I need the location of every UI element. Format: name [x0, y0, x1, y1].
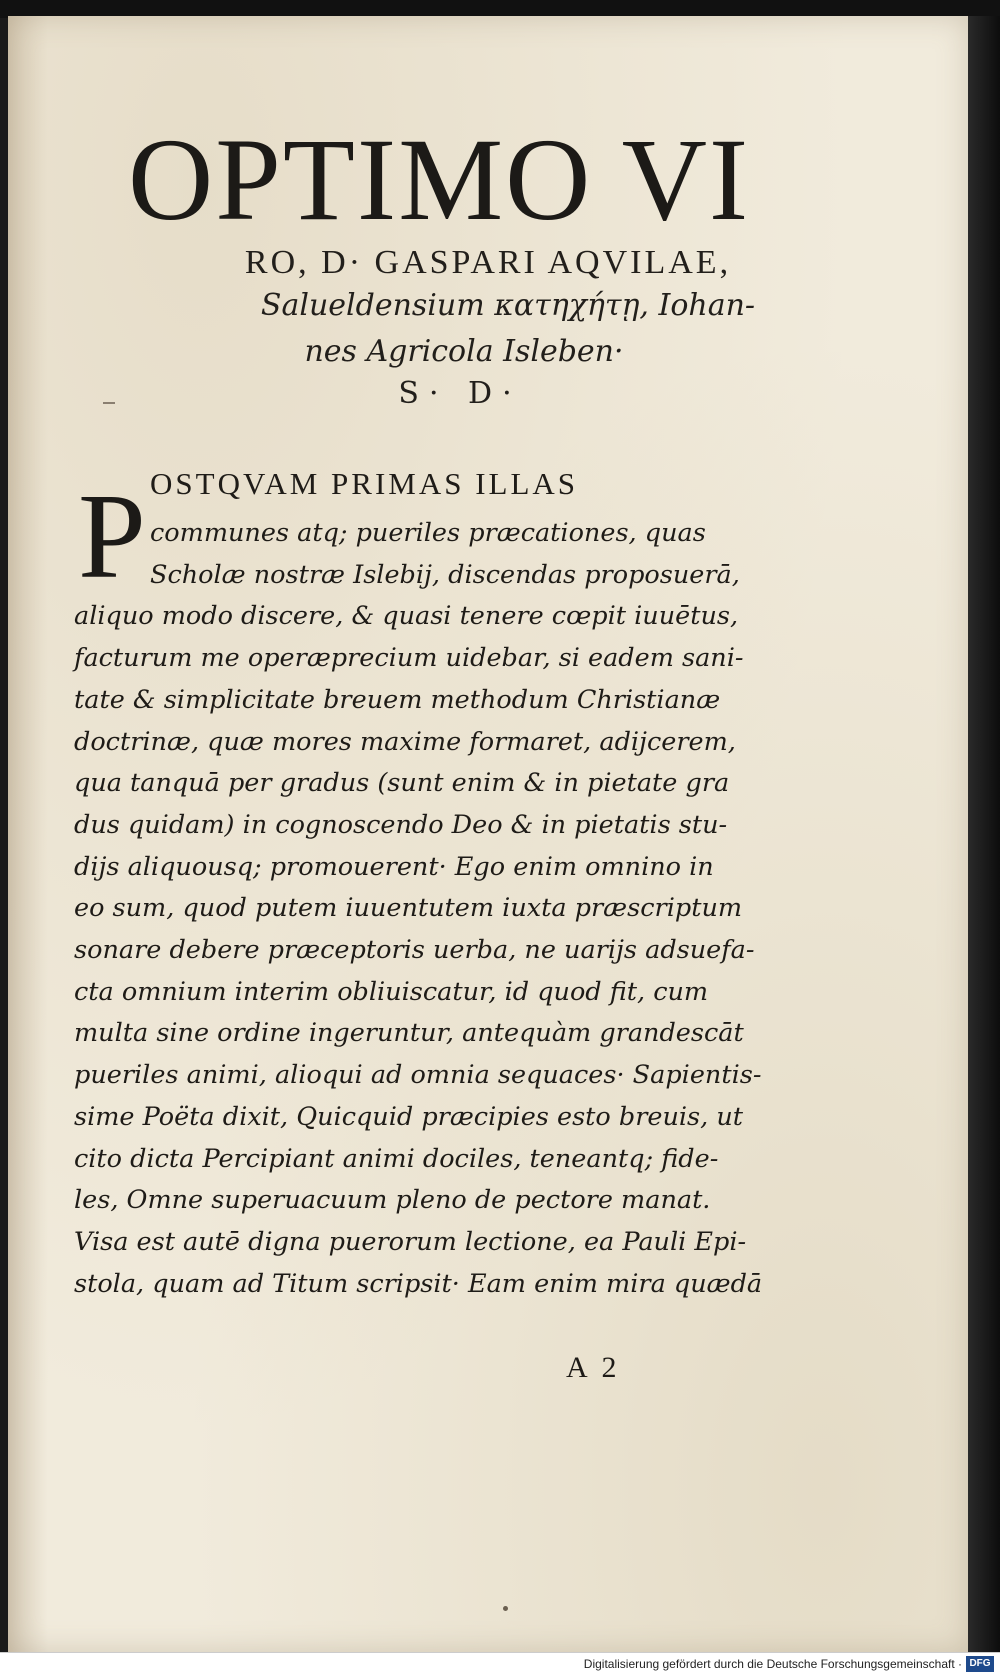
body-line: stola, quam ad Titum scripsit· Eam enim mira quædā [74, 1268, 763, 1299]
body-line: cta omnium interim obliuiscatur, id quod fit, cum [74, 976, 709, 1007]
dfg-logo: DFG [966, 1656, 994, 1672]
body-line: Scholæ nostræ Islebij, discendas proposuerā, [150, 559, 740, 590]
body-line: sime Poëta dixit, Quicquid præcipies esto breuis, ut [74, 1101, 744, 1132]
body-line: dijs aliquousq; promouerent· Ego enim omnino in [74, 851, 714, 882]
body-line: aliquo modo discere, & quasi tenere cœpit iuuētus, [74, 601, 739, 632]
body-line: multa sine ordine ingeruntur, antequàm grandescāt [74, 1018, 744, 1049]
first-line-caps: OSTQVAM PRIMAS ILLAS [150, 466, 579, 501]
body-text [74, 513, 763, 1305]
body-line: Visa est autē digna puerorum lectione, ea Pauli Epi- [74, 1226, 747, 1257]
body-line: dus quidam) in cognoscendo Deo & in pietatis stu- [74, 809, 728, 840]
body-line: qua tanquā per gradus (sunt enim & in pietate gra [74, 768, 730, 799]
signature-mark: A 2 [566, 1351, 621, 1384]
body-line: sonare debere præceptoris uerba, ne uarijs adsuefa- [74, 935, 755, 966]
body-line: eo sum, quod putem iuuentutem iuxta præscriptum [74, 893, 743, 924]
scan-right-border [968, 16, 1000, 1652]
book-page [8, 16, 968, 1652]
body-line: communes atq; pueriles præcationes, quas [150, 518, 706, 548]
body-line: doctrinæ, quæ mores maxime formaret, adijcerem, [74, 726, 736, 757]
header-line-1: RO, D· GASPARI AQVILAE, [244, 244, 732, 281]
drop-capital: P [78, 469, 146, 604]
body-line: les, Omne superuacuum pleno de pectore manat. [74, 1185, 711, 1216]
body-line: cito dicta Percipiant animi dociles, teneantq; fide- [74, 1143, 719, 1174]
header-line-4: S· D· [398, 376, 522, 411]
header-line-2: Salueldensium κατηχήτῃ, Iohan- [260, 288, 756, 323]
footer-credit: Digitalisierung gefördert durch die Deutsche Forschungsgemeinschaft · [583, 1657, 962, 1671]
body-line: facturum me operæprecium uidebar, si eadem sani- [74, 643, 744, 674]
footer-bar [0, 1652, 1000, 1677]
header-line-3: nes Agricola Isleben· [304, 334, 624, 369]
body-line: tate & simplicitate breuem methodum Christianæ [74, 684, 721, 715]
page-title: OPTIMO VI [128, 114, 751, 245]
body-line: pueriles animi, alioqui ad omnia sequaces· Sapientis- [74, 1060, 762, 1091]
paper-speck [503, 1606, 508, 1611]
